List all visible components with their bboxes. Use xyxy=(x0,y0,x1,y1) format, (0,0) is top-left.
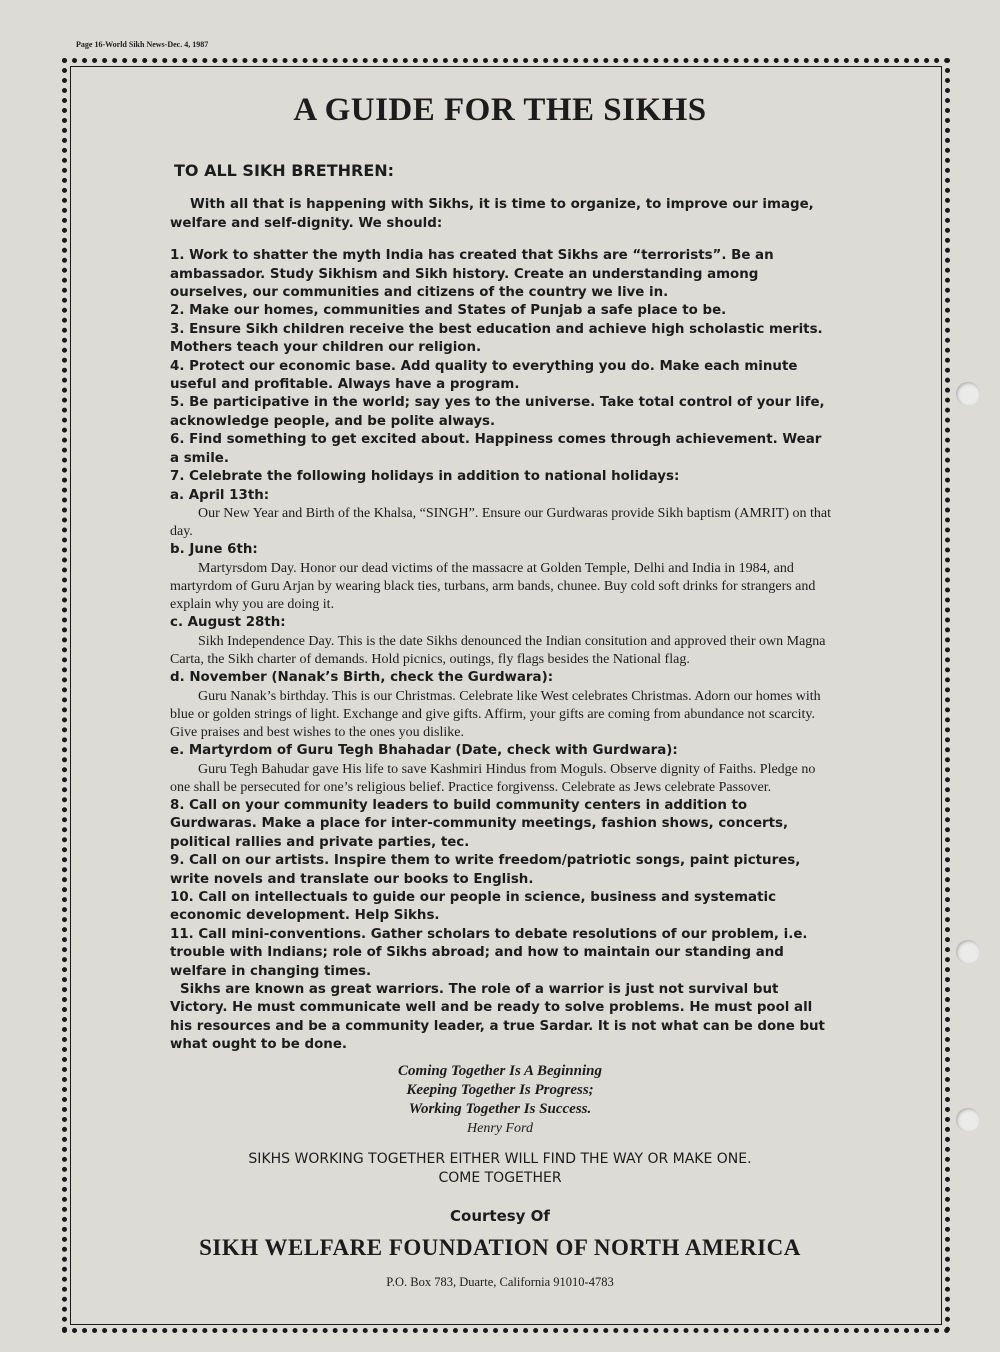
holiday-text: Sikh Independence Day. This is the date Sikhs denounced the Indian consitution and approved their own Magna Carta, the Sikh charter of demands. Hold picnics, outings, fly flags besides the National flag. xyxy=(170,633,826,667)
holiday-text: Martyrsdom Day. Honor our dead victims of the massacre at Golden Temple, Delhi and India in 1984, and martyrdom of Guru Arjan by wearing black ties, turbans, arm bands, chunee. Buy cold soft drinks for strangers and explain why you are doing it. xyxy=(170,560,816,613)
ad-body xyxy=(170,162,832,1055)
organization-name: SIKH WELFARE FOUNDATION OF NORTH AMERICA xyxy=(199,1235,801,1260)
list-item: 5. Be participative in the world; say yes to the universe. Take total control of your life, acknowledge people, and be polite always. xyxy=(170,395,825,429)
list-item: 1. Work to shatter the myth India has created that Sikhs are “terrorists”. Be an ambassador. Study Sikhism and Sikh history. Create an understanding among ourselves, our communities and citizens of the country we live in. xyxy=(170,248,774,301)
punch-hole xyxy=(956,940,980,964)
list-item: 6. Find something to get excited about. Happiness comes through achievement. Wear a smile. xyxy=(170,432,822,466)
slogan-line: COME TOGETHER xyxy=(438,1170,562,1186)
list-item: 10. Call on intellectuals to guide our people in science, business and systematic economic development. Help Sikhs. xyxy=(170,890,777,924)
holiday-text: Guru Tegh Bahudar gave His life to save Kashmiri Hindus from Moguls. Observe dignity of Faiths. Pledge no one shall be persecuted for one’s religious belief. Practice forgivenss. Celebrate as Jews celebrate Passover. xyxy=(170,761,816,795)
list-item: 9. Call on our artists. Inspire them to write freedom/patriotic songs, paint pictures, write novels and translate our books to English. xyxy=(170,853,801,887)
list-item: 11. Call mini-conventions. Gather scholars to debate resolutions of our problem, i.e. trouble with Indians; role of Sikhs abroad; and how to maintain our standing and welfare in changing times. xyxy=(170,926,808,979)
holiday-heading: c. August 28th: xyxy=(170,615,286,631)
list-item: 2. Make our homes, communities and States of Punjab a safe place to be. xyxy=(170,303,727,319)
quote-block xyxy=(0,1062,1000,1138)
closing-paragraph: Sikhs are known as great warriors. The role of a warrior is just not survival but Victory. He must communicate well and be ready to solve problems. He must pool all his resources and be a community leader, a true Sardar. It is not what can be done but what ought to be done. xyxy=(170,982,825,1053)
punch-hole xyxy=(956,382,980,406)
list-item: 4. Protect our economic base. Add quality to everything you do. Make each minute useful and profitable. Always have a program. xyxy=(170,358,798,393)
holiday-heading: a. April 13th: xyxy=(170,487,270,503)
punch-hole xyxy=(956,1108,980,1132)
holiday-heading: d. November (Nanak’s Birth, check the Gurdwara): xyxy=(170,670,554,686)
intro-paragraph: With all that is happening with Sikhs, it is time to organize, to improve our image, welfare and self-dignity. We should: xyxy=(170,197,814,231)
quote-line: Coming Together Is A Beginning xyxy=(398,1063,602,1079)
holiday-text: Our New Year and Birth of the Khalsa, “SINGH”. Ensure our Gurdwaras provide Sikh baptism (AMRIT) on that day. xyxy=(170,505,831,540)
ad-title: A GUIDE FOR THE SIKHS xyxy=(293,92,707,128)
quote-author: Henry Ford xyxy=(467,1121,533,1136)
organization-address: P.O. Box 783, Duarte, California 91010-4783 xyxy=(386,1275,614,1289)
holiday-heading: b. June 6th: xyxy=(170,542,258,558)
quote-line: Keeping Together Is Progress; xyxy=(406,1082,594,1098)
holiday-heading: e. Martyrdom of Guru Tegh Bhahadar (Date, check with Gurdwara): xyxy=(170,743,678,759)
page-header: Page 16-World Sikh News-Dec. 4, 1987 xyxy=(76,40,209,49)
courtesy-label: Courtesy Of xyxy=(450,1207,550,1225)
salutation: TO ALL SIKH BRETHREN: xyxy=(174,161,395,180)
list-item: 3. Ensure Sikh children receive the best education and achieve high scholastic merits. Mothers teach your children our religion. xyxy=(170,321,823,356)
slogan-line: SIKHS WORKING TOGETHER EITHER WILL FIND THE WAY OR MAKE ONE. xyxy=(248,1151,752,1167)
quote-line: Working Together Is Success. xyxy=(408,1101,592,1117)
list-item: 8. Call on your community leaders to build community centers in addition to Gurdwaras. Make a place for inter-community meetings, fashion shows, concerts, political rallies and private parties, tec. xyxy=(170,797,789,850)
list-item: 7. Celebrate the following holidays in addition to national holidays: xyxy=(170,469,680,485)
holiday-text: Guru Nanak’s birthday. This is our Christmas. Celebrate like West celebrates Christmas. Adorn our homes with blue or golden strings of light. Exchange and give gifts. Affirm, your gifts are coming from abundance not scarcity. Give praises and best wishes to the ones you dislike. xyxy=(170,688,821,740)
slogan xyxy=(0,1150,1000,1188)
